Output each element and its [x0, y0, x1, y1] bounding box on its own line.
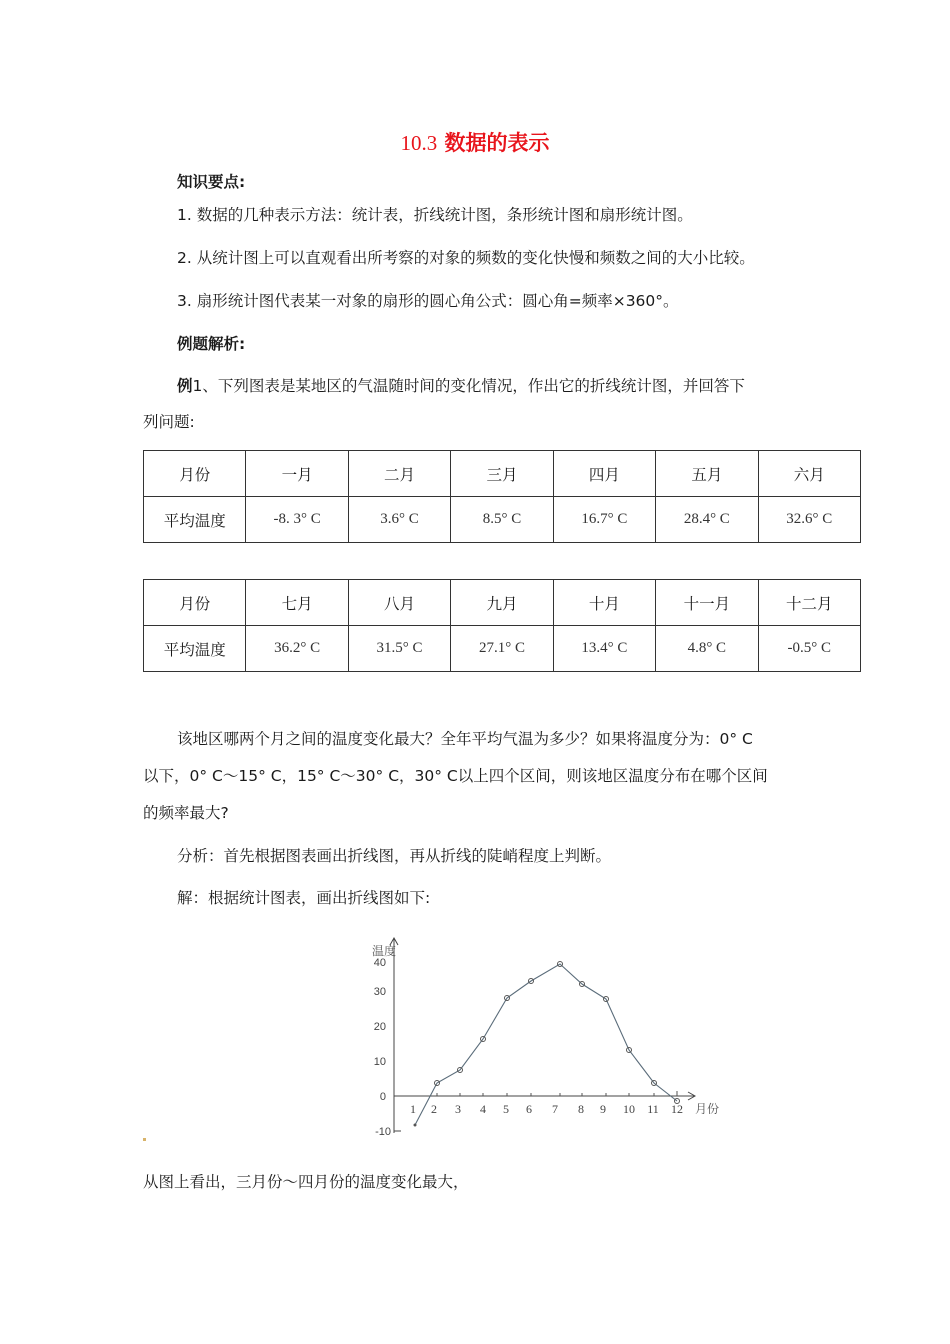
- table-cell: 27.1° C: [451, 626, 553, 672]
- table-row: [144, 626, 861, 672]
- y-tick-10: 10: [373, 1056, 386, 1068]
- table-header-cell: 四月: [553, 451, 655, 497]
- table-row: [144, 451, 861, 497]
- temperature-series-line: [415, 964, 677, 1125]
- table-cell: 8.5° C: [451, 497, 553, 543]
- question-line-2: 以下，0° C～15° C，15° C～30° C，30° C以上四个区间，则该地区温度分布在哪个区间: [143, 767, 768, 785]
- x-axis-label: 月份: [695, 1102, 720, 1116]
- table-cell: 36.2° C: [246, 626, 348, 672]
- analysis-text: 分析：首先根据图表画出折线图，再从折线的陡峭程度上判断。: [177, 847, 612, 865]
- examples-heading: 例题解析:: [177, 335, 246, 353]
- table-cell: 31.5° C: [348, 626, 450, 672]
- question-line-3: 的频率最大?: [143, 804, 229, 822]
- table-cell: -8. 3° C: [246, 497, 348, 543]
- temperature-table-1: [143, 450, 861, 543]
- table-cell: 28.4° C: [656, 497, 758, 543]
- svg-text:10: 10: [623, 1102, 635, 1116]
- y-tick-20: 20: [373, 1021, 386, 1033]
- y-axis-label: 温度: [372, 944, 397, 958]
- y-tick-minus-10: -10: [375, 1126, 391, 1138]
- svg-text:12: 12: [671, 1102, 683, 1116]
- table-cell: -0.5° C: [758, 626, 860, 672]
- table-header-cell: 五月: [656, 451, 758, 497]
- page-title: 10.3 数据的表示: [400, 131, 550, 155]
- table-header-cell: 一月: [246, 451, 348, 497]
- table-cell: 16.7° C: [553, 497, 655, 543]
- table-header-cell: 二月: [348, 451, 450, 497]
- table-cell: 3.6° C: [348, 497, 450, 543]
- table-header-cell: 十二月: [758, 580, 860, 626]
- table-header-cell: 九月: [451, 580, 553, 626]
- svg-text:3: 3: [455, 1102, 461, 1116]
- example-1-prompt: 例1、下列图表是某地区的气温随时间的变化情况，作出它的折线统计图，并回答下: [177, 377, 745, 395]
- example-1-prompt-cont: 列问题:: [143, 413, 195, 431]
- knowledge-point-1: 1. 数据的几种表示方法：统计表，折线统计图，条形统计图和扇形统计图。: [177, 206, 693, 224]
- table-cell: 13.4° C: [553, 626, 655, 672]
- temperature-line-chart: [355, 935, 735, 1145]
- knowledge-point-2: 2. 从统计图上可以直观看出所考察的对象的频数的变化快慢和频数之间的大小比较。: [177, 249, 755, 267]
- table-row-label: 平均温度: [144, 626, 246, 672]
- table-row: [144, 497, 861, 543]
- table-header-cell: 六月: [758, 451, 860, 497]
- table-header-cell: 八月: [348, 580, 450, 626]
- table-row: [144, 580, 861, 626]
- y-tick-0: 0: [379, 1091, 386, 1103]
- conclusion-text: 从图上看出，三月份～四月份的温度变化最大，: [143, 1173, 469, 1191]
- svg-text:9: 9: [600, 1102, 606, 1116]
- table-header-cell: 十月: [553, 580, 655, 626]
- table-header-cell: 七月: [246, 580, 348, 626]
- svg-text:8: 8: [578, 1102, 584, 1116]
- svg-text:11: 11: [647, 1102, 659, 1116]
- svg-text:6: 6: [526, 1102, 532, 1116]
- table-header-cell: 月份: [144, 451, 246, 497]
- question-line-1: 该地区哪两个月之间的温度变化最大？全年平均气温为多少？如果将温度分为：0° C: [177, 730, 753, 748]
- svg-text:2: 2: [431, 1102, 437, 1116]
- solution-text: 解：根据统计图表，画出折线图如下:: [177, 889, 431, 907]
- knowledge-point-3: 3. 扇形统计图代表某一对象的扇形的圆心角公式：圆心角=频率×360°。: [177, 292, 679, 310]
- table-header-cell: 十一月: [656, 580, 758, 626]
- svg-text:4: 4: [480, 1102, 486, 1116]
- table-header-cell: 月份: [144, 580, 246, 626]
- knowledge-heading: 知识要点:: [177, 173, 246, 191]
- chart-svg: [355, 935, 735, 1145]
- table-cell: 32.6° C: [758, 497, 860, 543]
- svg-text:1: 1: [410, 1102, 416, 1116]
- table-header-cell: 三月: [451, 451, 553, 497]
- svg-text:5: 5: [503, 1102, 509, 1116]
- svg-text:7: 7: [552, 1102, 558, 1116]
- table-row-label: 平均温度: [144, 497, 246, 543]
- y-tick-40: 40: [373, 957, 386, 969]
- table-cell: 4.8° C: [656, 626, 758, 672]
- stray-mark: [143, 1138, 146, 1141]
- temperature-table-2: [143, 579, 861, 672]
- y-tick-30: 30: [373, 986, 386, 998]
